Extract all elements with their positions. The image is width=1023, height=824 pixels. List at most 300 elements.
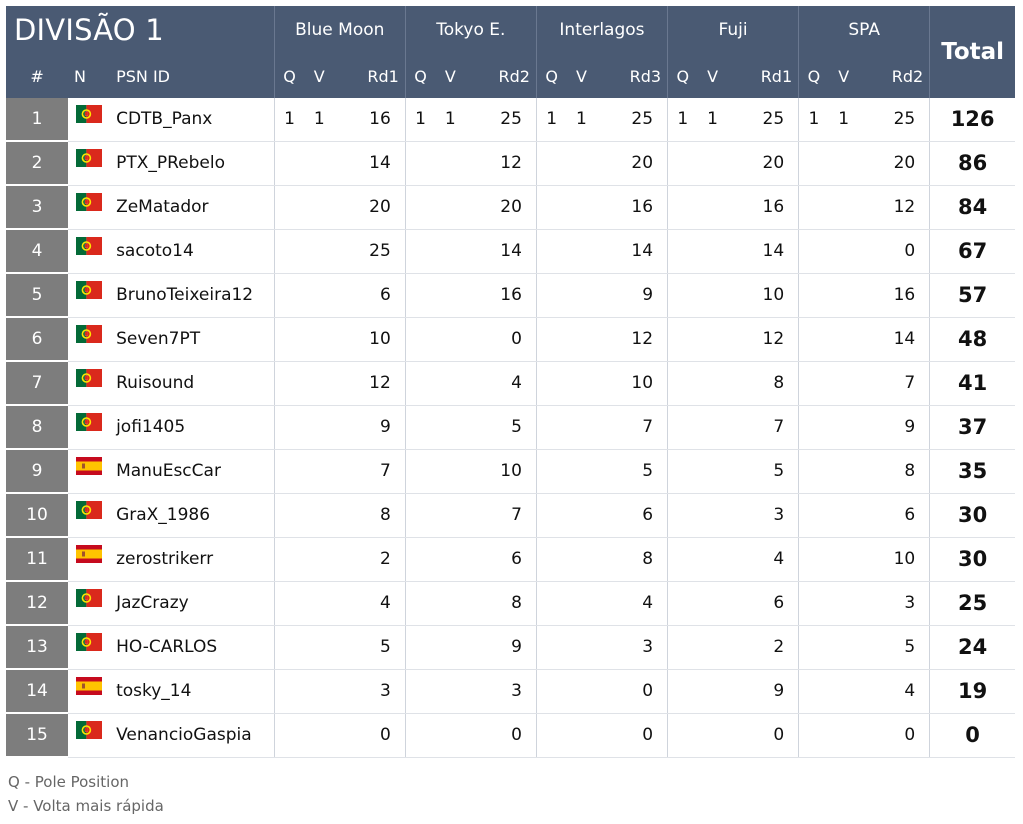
nation-cell <box>68 141 110 185</box>
race-header: Fuji <box>668 6 799 54</box>
table-row <box>6 493 1015 537</box>
table-row <box>6 185 1015 229</box>
portugal-flag-icon <box>76 593 102 613</box>
qualifying-cell <box>799 537 829 581</box>
psn-id-cell: BrunoTeixeira12 <box>110 273 274 317</box>
fastest-lap-cell: 1 <box>829 98 859 141</box>
qualifying-cell <box>405 141 435 185</box>
points-cell: 3 <box>334 669 405 713</box>
qualifying-cell: 1 <box>405 98 435 141</box>
fastest-lap-cell <box>698 625 728 669</box>
fastest-lap-cell <box>304 229 334 273</box>
fastest-lap-cell <box>566 537 596 581</box>
fastest-lap-cell: 1 <box>566 98 596 141</box>
points-cell: 3 <box>859 581 930 625</box>
qualifying-cell <box>274 449 304 493</box>
qualifying-cell <box>536 361 566 405</box>
qualifying-cell <box>799 141 829 185</box>
points-cell: 20 <box>334 185 405 229</box>
qualifying-cell <box>668 669 698 713</box>
qualifying-cell <box>274 713 304 757</box>
psn-id-cell: Ruisound <box>110 361 274 405</box>
position-cell: 6 <box>6 317 68 361</box>
nation-cell <box>68 361 110 405</box>
nation-cell <box>68 449 110 493</box>
fastest-lap-cell <box>566 361 596 405</box>
fastest-lap-cell <box>698 405 728 449</box>
fastest-lap-cell <box>829 449 859 493</box>
fastest-lap-cell <box>304 669 334 713</box>
nation-cell <box>68 185 110 229</box>
table-row <box>6 713 1015 757</box>
points-cell: 0 <box>465 713 536 757</box>
points-cell: 5 <box>334 625 405 669</box>
points-cell: 8 <box>596 537 667 581</box>
position-cell: 2 <box>6 141 68 185</box>
points-cell: 14 <box>465 229 536 273</box>
points-cell: 20 <box>728 141 799 185</box>
qualifying-cell <box>536 317 566 361</box>
fastest-lap-cell <box>435 229 465 273</box>
points-cell: 6 <box>465 537 536 581</box>
position-cell: 3 <box>6 185 68 229</box>
qualifying-cell: 1 <box>668 98 698 141</box>
position-cell: 10 <box>6 493 68 537</box>
qualifying-column-header: Q <box>668 54 698 98</box>
portugal-flag-icon <box>76 197 102 217</box>
position-cell: 15 <box>6 713 68 757</box>
qualifying-cell <box>668 229 698 273</box>
qualifying-cell <box>799 713 829 757</box>
points-cell: 20 <box>596 141 667 185</box>
points-cell: 20 <box>859 141 930 185</box>
points-cell: 16 <box>334 98 405 141</box>
qualifying-cell <box>536 141 566 185</box>
fastest-lap-cell <box>829 361 859 405</box>
points-cell: 25 <box>596 98 667 141</box>
points-cell: 14 <box>859 317 930 361</box>
table-row <box>6 141 1015 185</box>
qualifying-cell <box>274 229 304 273</box>
points-cell: 25 <box>728 98 799 141</box>
fastest-lap-cell <box>435 317 465 361</box>
fastest-lap-cell <box>304 449 334 493</box>
table-row <box>6 317 1015 361</box>
points-cell: 9 <box>728 669 799 713</box>
position-cell: 13 <box>6 625 68 669</box>
qualifying-cell <box>799 273 829 317</box>
table-row <box>6 625 1015 669</box>
points-cell: 0 <box>859 229 930 273</box>
qualifying-cell: 1 <box>799 98 829 141</box>
qualifying-cell <box>799 581 829 625</box>
fastest-lap-cell <box>829 625 859 669</box>
points-cell: 12 <box>859 185 930 229</box>
table-row <box>6 449 1015 493</box>
fastest-lap-cell: 1 <box>304 98 334 141</box>
fastest-lap-cell <box>435 493 465 537</box>
fastest-lap-cell <box>698 361 728 405</box>
position-cell: 7 <box>6 361 68 405</box>
fastest-lap-column-header: V <box>566 54 596 98</box>
round-column-header: Rd1 <box>728 54 799 98</box>
position-cell: 8 <box>6 405 68 449</box>
fastest-lap-cell <box>435 361 465 405</box>
fastest-lap-cell <box>566 273 596 317</box>
points-cell: 25 <box>334 229 405 273</box>
position-cell: 9 <box>6 449 68 493</box>
portugal-flag-icon <box>76 417 102 437</box>
points-cell: 6 <box>334 273 405 317</box>
position-cell: 12 <box>6 581 68 625</box>
fastest-lap-cell <box>698 229 728 273</box>
fastest-lap-column-header: V <box>304 54 334 98</box>
fastest-lap-cell <box>698 537 728 581</box>
points-cell: 12 <box>596 317 667 361</box>
points-cell: 0 <box>728 713 799 757</box>
psn-id-cell: HO-CARLOS <box>110 625 274 669</box>
position-cell: 11 <box>6 537 68 581</box>
table-row <box>6 229 1015 273</box>
table-row <box>6 405 1015 449</box>
qualifying-cell <box>668 713 698 757</box>
points-cell: 10 <box>859 537 930 581</box>
fastest-lap-cell <box>829 185 859 229</box>
fastest-lap-cell <box>435 713 465 757</box>
fastest-lap-cell <box>566 713 596 757</box>
portugal-flag-icon <box>76 725 102 745</box>
spain-flag-icon <box>76 461 102 481</box>
points-cell: 8 <box>465 581 536 625</box>
points-cell: 16 <box>465 273 536 317</box>
psn-id-cell: VenancioGaspia <box>110 713 274 757</box>
qualifying-cell <box>668 361 698 405</box>
total-cell: 19 <box>930 669 1015 713</box>
qualifying-cell <box>536 581 566 625</box>
qualifying-cell <box>274 669 304 713</box>
fastest-lap-cell <box>698 713 728 757</box>
points-cell: 0 <box>859 713 930 757</box>
portugal-flag-icon <box>76 285 102 305</box>
points-cell: 4 <box>334 581 405 625</box>
qualifying-cell <box>274 537 304 581</box>
qualifying-cell <box>799 185 829 229</box>
qualifying-cell <box>274 361 304 405</box>
portugal-flag-icon <box>76 373 102 393</box>
qualifying-cell <box>536 537 566 581</box>
fastest-lap-cell <box>566 185 596 229</box>
portugal-flag-icon <box>76 241 102 261</box>
fastest-lap-cell: 1 <box>698 98 728 141</box>
qualifying-cell <box>405 625 435 669</box>
qualifying-cell <box>668 185 698 229</box>
fastest-lap-cell <box>304 273 334 317</box>
points-cell: 16 <box>859 273 930 317</box>
total-cell: 86 <box>930 141 1015 185</box>
qualifying-cell <box>799 493 829 537</box>
qualifying-cell <box>799 317 829 361</box>
fastest-lap-cell <box>304 185 334 229</box>
points-cell: 10 <box>728 273 799 317</box>
qualifying-cell <box>274 317 304 361</box>
points-cell: 4 <box>465 361 536 405</box>
points-cell: 10 <box>465 449 536 493</box>
total-cell: 25 <box>930 581 1015 625</box>
portugal-flag-icon <box>76 153 102 173</box>
psn-id-cell: sacoto14 <box>110 229 274 273</box>
round-column-header: Rd2 <box>859 54 930 98</box>
qualifying-cell <box>405 361 435 405</box>
qualifying-cell <box>405 229 435 273</box>
qualifying-cell <box>799 229 829 273</box>
points-cell: 5 <box>859 625 930 669</box>
points-cell: 4 <box>859 669 930 713</box>
points-cell: 9 <box>596 273 667 317</box>
points-cell: 12 <box>465 141 536 185</box>
fastest-lap-cell <box>435 185 465 229</box>
fastest-lap-cell <box>829 317 859 361</box>
fastest-lap-cell <box>566 317 596 361</box>
points-cell: 7 <box>465 493 536 537</box>
qualifying-cell <box>668 405 698 449</box>
points-cell: 0 <box>596 669 667 713</box>
fastest-lap-cell <box>566 625 596 669</box>
fastest-lap-cell <box>698 273 728 317</box>
psn-id-cell: zerostrikerr <box>110 537 274 581</box>
nation-cell <box>68 98 110 141</box>
total-cell: 35 <box>930 449 1015 493</box>
qualifying-cell <box>405 273 435 317</box>
total-cell: 84 <box>930 185 1015 229</box>
points-cell: 2 <box>334 537 405 581</box>
points-cell: 7 <box>859 361 930 405</box>
fastest-lap-cell <box>435 625 465 669</box>
total-header: Total <box>930 6 1015 98</box>
qualifying-cell <box>799 625 829 669</box>
round-column-header: Rd3 <box>596 54 667 98</box>
fastest-lap-cell <box>698 317 728 361</box>
qualifying-cell <box>405 405 435 449</box>
position-column-header: # <box>6 54 68 98</box>
fastest-lap-cell <box>435 581 465 625</box>
qualifying-cell <box>536 625 566 669</box>
portugal-flag-icon <box>76 109 102 129</box>
total-cell: 30 <box>930 493 1015 537</box>
psn-id-cell: ZeMatador <box>110 185 274 229</box>
round-column-header: Rd2 <box>465 54 536 98</box>
fastest-lap-cell <box>435 537 465 581</box>
qualifying-cell <box>799 361 829 405</box>
portugal-flag-icon <box>76 637 102 657</box>
points-cell: 12 <box>334 361 405 405</box>
fastest-lap-cell: 1 <box>435 98 465 141</box>
fastest-lap-cell <box>304 713 334 757</box>
nation-cell <box>68 669 110 713</box>
points-cell: 5 <box>596 449 667 493</box>
position-cell: 14 <box>6 669 68 713</box>
qualifying-cell <box>274 625 304 669</box>
nation-cell <box>68 625 110 669</box>
fastest-lap-cell <box>435 141 465 185</box>
fastest-lap-cell <box>698 493 728 537</box>
fastest-lap-cell <box>304 581 334 625</box>
psn-id-column-header: PSN ID <box>110 54 274 98</box>
qualifying-cell <box>405 185 435 229</box>
total-cell: 126 <box>930 98 1015 141</box>
qualifying-cell <box>536 405 566 449</box>
nation-cell <box>68 317 110 361</box>
fastest-lap-cell <box>698 449 728 493</box>
fastest-lap-cell <box>829 141 859 185</box>
fastest-lap-cell <box>829 405 859 449</box>
position-cell: 4 <box>6 229 68 273</box>
nation-cell <box>68 273 110 317</box>
points-cell: 16 <box>728 185 799 229</box>
qualifying-cell <box>405 581 435 625</box>
qualifying-cell <box>668 537 698 581</box>
points-cell: 10 <box>596 361 667 405</box>
qualifying-cell <box>668 273 698 317</box>
points-cell: 6 <box>728 581 799 625</box>
points-cell: 25 <box>465 98 536 141</box>
psn-id-cell: Seven7PT <box>110 317 274 361</box>
points-cell: 8 <box>859 449 930 493</box>
qualifying-cell <box>536 273 566 317</box>
psn-id-cell: jofi1405 <box>110 405 274 449</box>
qualifying-cell <box>668 141 698 185</box>
points-cell: 14 <box>728 229 799 273</box>
points-cell: 0 <box>334 713 405 757</box>
fastest-lap-cell <box>829 581 859 625</box>
spain-flag-icon <box>76 681 102 701</box>
total-cell: 0 <box>930 713 1015 757</box>
qualifying-column-header: Q <box>274 54 304 98</box>
fastest-lap-cell <box>435 405 465 449</box>
psn-id-cell: CDTB_Panx <box>110 98 274 141</box>
nation-cell <box>68 713 110 757</box>
points-cell: 7 <box>728 405 799 449</box>
race-header: Interlagos <box>536 6 667 54</box>
fastest-lap-column-header: V <box>698 54 728 98</box>
table-row <box>6 361 1015 405</box>
points-cell: 14 <box>334 141 405 185</box>
total-cell: 24 <box>930 625 1015 669</box>
qualifying-cell <box>405 537 435 581</box>
race-header: SPA <box>799 6 930 54</box>
fastest-lap-cell <box>435 273 465 317</box>
fastest-lap-cell <box>698 141 728 185</box>
qualifying-cell <box>274 273 304 317</box>
nation-cell <box>68 581 110 625</box>
fastest-lap-cell <box>829 273 859 317</box>
qualifying-cell <box>405 449 435 493</box>
fastest-lap-cell <box>304 317 334 361</box>
points-cell: 10 <box>334 317 405 361</box>
points-cell: 4 <box>728 537 799 581</box>
table-row <box>6 669 1015 713</box>
qualifying-cell <box>668 449 698 493</box>
points-cell: 12 <box>728 317 799 361</box>
fastest-lap-cell <box>829 493 859 537</box>
race-header: Blue Moon <box>274 6 405 54</box>
fastest-lap-cell <box>304 493 334 537</box>
qualifying-cell <box>668 493 698 537</box>
psn-id-cell: GraX_1986 <box>110 493 274 537</box>
division-title: DIVISÃO 1 <box>6 6 274 54</box>
points-cell: 9 <box>465 625 536 669</box>
points-cell: 16 <box>596 185 667 229</box>
standings-body <box>6 98 1015 757</box>
nation-column-header: N <box>68 54 110 98</box>
points-cell: 4 <box>596 581 667 625</box>
psn-id-cell: ManuEscCar <box>110 449 274 493</box>
points-cell: 2 <box>728 625 799 669</box>
fastest-lap-cell <box>566 141 596 185</box>
fastest-lap-cell <box>435 669 465 713</box>
fastest-lap-cell <box>829 229 859 273</box>
fastest-lap-cell <box>304 141 334 185</box>
qualifying-cell <box>274 185 304 229</box>
fastest-lap-column-header: V <box>829 54 859 98</box>
fastest-lap-cell <box>566 581 596 625</box>
round-column-header: Rd1 <box>334 54 405 98</box>
fastest-lap-cell <box>304 405 334 449</box>
fastest-lap-cell <box>566 405 596 449</box>
points-cell: 9 <box>859 405 930 449</box>
points-cell: 6 <box>859 493 930 537</box>
points-cell: 3 <box>465 669 536 713</box>
fastest-lap-cell <box>304 537 334 581</box>
position-cell: 5 <box>6 273 68 317</box>
nation-cell <box>68 229 110 273</box>
qualifying-cell <box>405 317 435 361</box>
qualifying-cell <box>536 449 566 493</box>
total-cell: 37 <box>930 405 1015 449</box>
qualifying-column-header: Q <box>799 54 829 98</box>
portugal-flag-icon <box>76 505 102 525</box>
qualifying-column-header: Q <box>536 54 566 98</box>
legend <box>8 770 164 818</box>
qualifying-cell <box>405 669 435 713</box>
points-cell: 20 <box>465 185 536 229</box>
qualifying-cell <box>536 229 566 273</box>
fastest-lap-cell <box>304 361 334 405</box>
points-cell: 7 <box>596 405 667 449</box>
qualifying-cell <box>405 493 435 537</box>
points-cell: 5 <box>728 449 799 493</box>
qualifying-cell: 1 <box>274 98 304 141</box>
qualifying-cell <box>274 141 304 185</box>
qualifying-cell <box>274 493 304 537</box>
qualifying-cell <box>799 405 829 449</box>
fastest-lap-cell <box>566 449 596 493</box>
nation-cell <box>68 405 110 449</box>
qualifying-cell <box>799 669 829 713</box>
table-row <box>6 273 1015 317</box>
qualifying-cell <box>668 581 698 625</box>
total-cell: 48 <box>930 317 1015 361</box>
points-cell: 8 <box>334 493 405 537</box>
fastest-lap-cell <box>304 625 334 669</box>
fastest-lap-cell <box>829 537 859 581</box>
qualifying-cell <box>405 713 435 757</box>
fastest-lap-cell <box>566 229 596 273</box>
psn-id-cell: JazCrazy <box>110 581 274 625</box>
legend-pole-position: Q - Pole Position <box>8 773 130 791</box>
nation-cell <box>68 493 110 537</box>
fastest-lap-cell <box>829 713 859 757</box>
standings-table <box>6 6 1015 758</box>
